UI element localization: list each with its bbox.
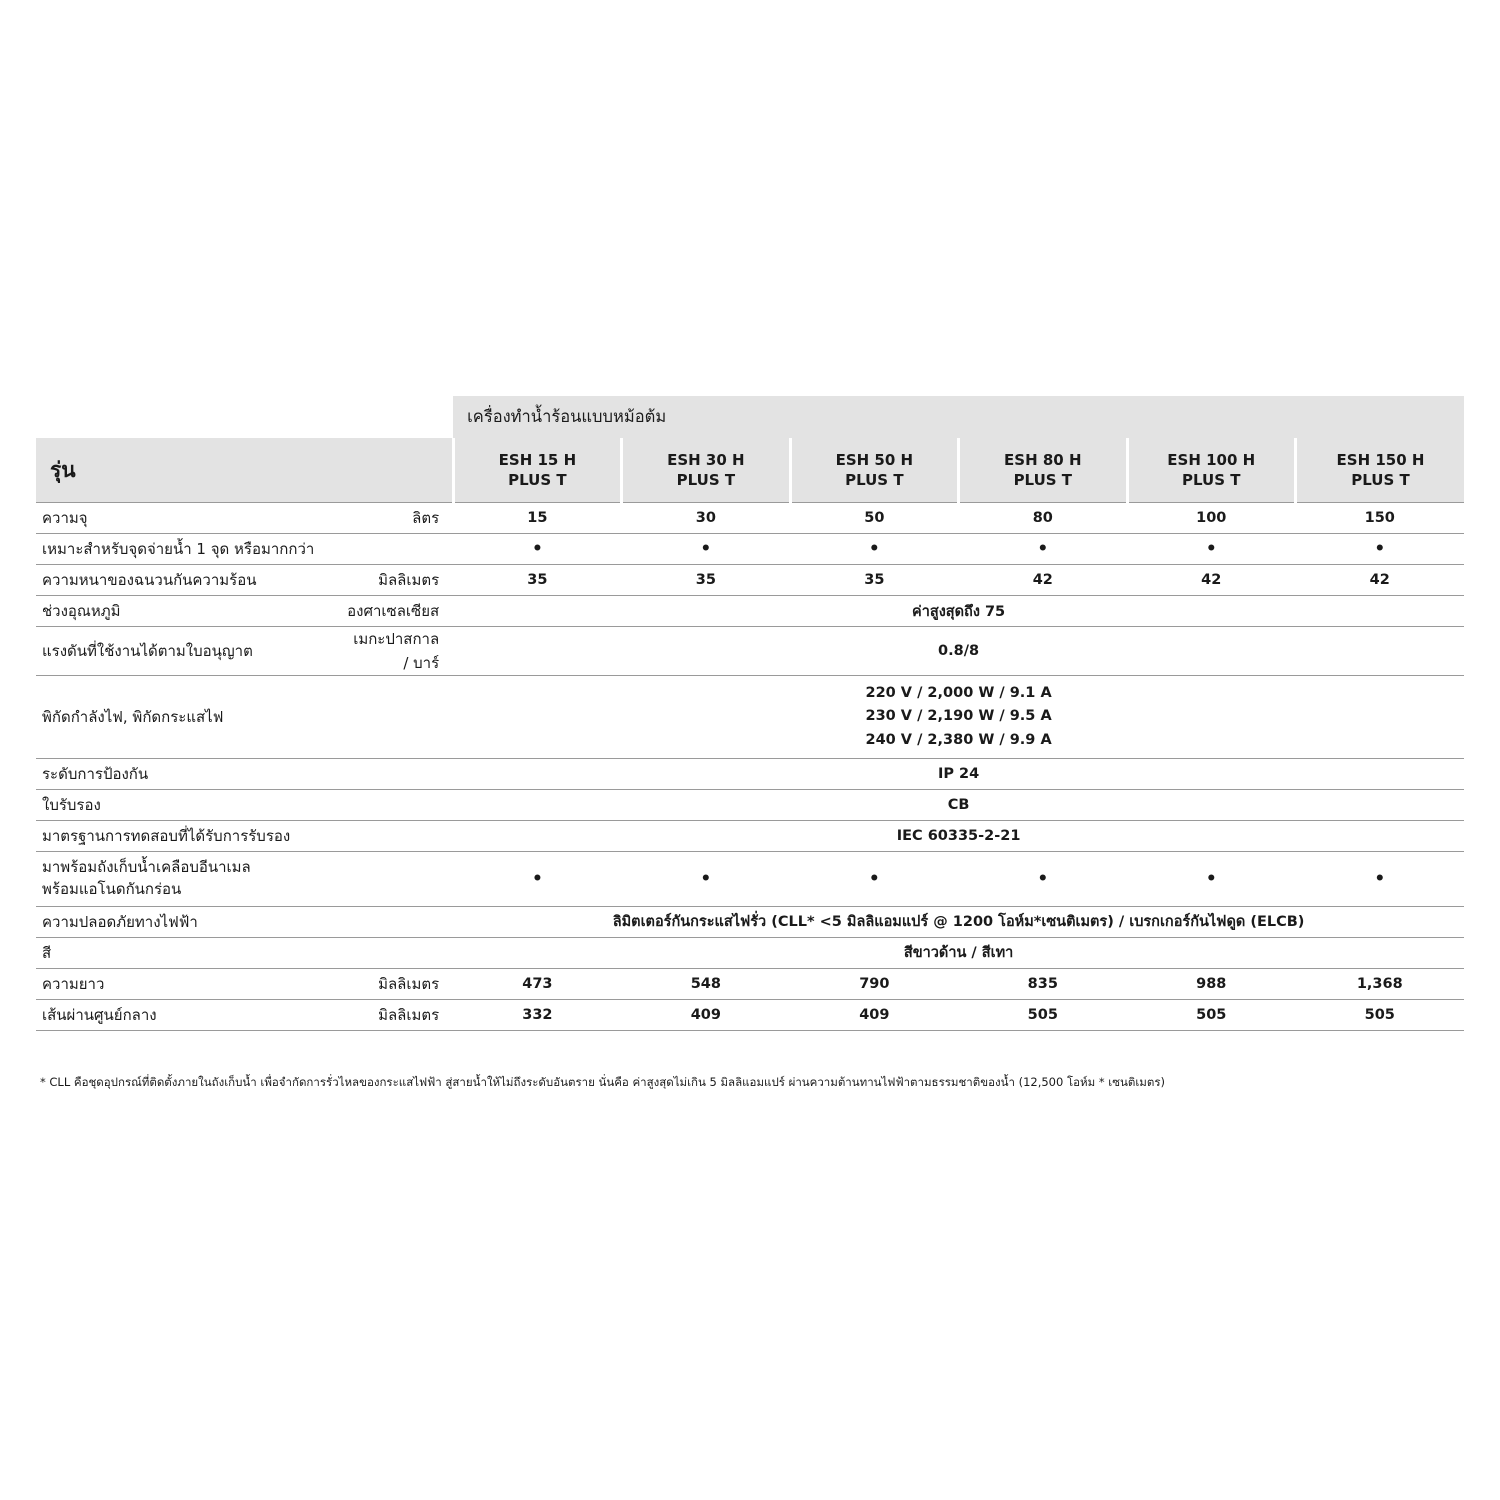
- row-value-cell: 409: [790, 999, 958, 1030]
- row-value-cell: 35: [453, 565, 621, 596]
- row-label: ช่วงอุณหภูมิ: [36, 596, 347, 627]
- text-line: ESH 50 H: [835, 450, 914, 469]
- specification-table: [36, 396, 1464, 1031]
- row-unit: [347, 534, 453, 565]
- row-span-value: ค่าสูงสุดถึง 75: [453, 596, 1464, 627]
- row-span-lines: [453, 676, 1464, 758]
- row-span-value: CB: [453, 790, 1464, 821]
- row-label: สี: [36, 937, 347, 968]
- row-unit: [347, 676, 453, 759]
- category-band-title: เครื่องทำน้ำร้อนแบบหม้อต้ม: [453, 396, 1464, 438]
- table-row: [36, 968, 1464, 999]
- text-line: ESH 30 H: [667, 450, 745, 469]
- row-value-cell: 42: [959, 565, 1127, 596]
- row-span-value: สีขาวด้าน / สีเทา: [453, 937, 1464, 968]
- model-name-1: [623, 450, 788, 491]
- text-line: PLUS T: [676, 471, 736, 489]
- row-unit: [347, 906, 453, 937]
- row-span-value: ลิมิตเตอร์กันกระแสไฟรั่ว (CLL* <5 มิลลิแอมแปร์ @ 1200 โอห์ม*เซนติเมตร) / เบรกเกอร์กันไฟดูด (ELCB): [453, 906, 1464, 937]
- table-body: [36, 396, 1464, 1030]
- row-unit: [347, 759, 453, 790]
- row-value-cell: 35: [622, 565, 790, 596]
- row-label: แรงดันที่ใช้งานได้ตามใบอนุญาต: [36, 627, 347, 676]
- model-name-5: [1297, 450, 1464, 491]
- text-line: PLUS T: [508, 471, 567, 489]
- table-row: [36, 906, 1464, 937]
- row-bullet-cell: •: [790, 534, 958, 565]
- row-unit: [347, 937, 453, 968]
- row-bullet-cell: •: [453, 852, 621, 907]
- row-value-cell: 80: [959, 503, 1127, 534]
- row-bullet-cell: •: [790, 852, 958, 907]
- row-bullet-cell: •: [622, 852, 790, 907]
- spec-sheet: [36, 396, 1464, 1031]
- row-value-cell: 473: [453, 968, 621, 999]
- row-label: ความหนาของฉนวนกันความร้อน: [36, 565, 347, 596]
- row-span-value: 0.8/8: [453, 627, 1464, 676]
- row-unit: ลิตร: [347, 503, 453, 534]
- text-line: PLUS T: [1013, 471, 1073, 489]
- model-header-esh-80: [959, 438, 1127, 503]
- row-value-cell: 42: [1296, 565, 1465, 596]
- model-name-2: [792, 450, 957, 491]
- row-bullet-cell: •: [1127, 534, 1295, 565]
- row-label: ใบรับรอง: [36, 790, 347, 821]
- table-row: [36, 627, 1464, 676]
- table-row: [36, 852, 1464, 907]
- row-unit: มิลลิเมตร: [347, 565, 453, 596]
- model-header-esh-30: [622, 438, 790, 503]
- model-name-3: [960, 450, 1125, 491]
- row-label: พิกัดกำลังไฟ, พิกัดกระแสไฟ: [36, 676, 347, 759]
- row-unit: [347, 790, 453, 821]
- row-value-cell: 15: [453, 503, 621, 534]
- row-bullet-cell: •: [453, 534, 621, 565]
- row-value-cell: 150: [1296, 503, 1465, 534]
- model-name-4: [1129, 450, 1294, 491]
- row-label-line: มาพร้อมถังเก็บน้ำเคลือบอีนาเมล: [42, 858, 251, 877]
- row-value-cell: 505: [1296, 999, 1465, 1030]
- row-bullet-cell: •: [959, 852, 1127, 907]
- footnote-text: * CLL คือชุดอุปกรณ์ที่ติดตั้งภายในถังเก็บน้ำ เพื่อจำกัดการรั่วไหลของกระแสไฟฟ้า สู่สายน้ำให้ไม่ถึงระดับอันตราย นั่นคือ ค่าสูงสุดไม่เกิน 5 มิลลิแอมแปร์ ผ่านความต้านทานไฟฟ้าตามธรรมชาติของน้ำ (12,500 โอห์ม * เซนติเมตร): [40, 1075, 1165, 1089]
- model-name-0: [455, 450, 620, 491]
- band-spacer: [36, 396, 453, 438]
- row-label: เส้นผ่านศูนย์กลาง: [36, 999, 347, 1030]
- model-header-esh-150: [1296, 438, 1465, 503]
- row-value-cell: 30: [622, 503, 790, 534]
- text-line: ESH 80 H: [1004, 450, 1082, 469]
- category-band-row: [36, 396, 1464, 438]
- row-bullet-cell: •: [959, 534, 1127, 565]
- row-value-cell: 35: [790, 565, 958, 596]
- row-unit: เมกะปาสกาล / บาร์: [347, 627, 453, 676]
- row-value-cell: 409: [622, 999, 790, 1030]
- text-line: PLUS T: [1351, 471, 1410, 489]
- row-span-value: IEC 60335-2-21: [453, 821, 1464, 852]
- table-row: [36, 676, 1464, 759]
- row-value-cell: 790: [790, 968, 958, 999]
- row-value-cell: 548: [622, 968, 790, 999]
- table-row: [36, 937, 1464, 968]
- row-unit: [347, 821, 453, 852]
- row-unit: มิลลิเมตร: [347, 999, 453, 1030]
- table-row: [36, 534, 1464, 565]
- row-bullet-cell: •: [1296, 852, 1465, 907]
- row-value-cell: 1,368: [1296, 968, 1465, 999]
- row-label: ความยาว: [36, 968, 347, 999]
- text-line: PLUS T: [845, 471, 904, 489]
- row-value-cell: 505: [959, 999, 1127, 1030]
- table-row: [36, 790, 1464, 821]
- row-value-cell: 42: [1127, 565, 1295, 596]
- row-span-line: 240 V / 2,380 W / 9.9 A: [865, 731, 1052, 748]
- row-value-cell: 100: [1127, 503, 1295, 534]
- text-line: ESH 150 H: [1336, 450, 1425, 469]
- row-label: มาตรฐานการทดสอบที่ได้รับการรับรอง: [36, 821, 347, 852]
- model-header-row: [36, 438, 1464, 503]
- row-span-multiline-value: [453, 676, 1464, 759]
- row-bullet-cell: •: [1127, 852, 1295, 907]
- row-unit: [347, 852, 453, 907]
- model-header-esh-15: [453, 438, 621, 503]
- row-unit: องศาเซลเซียส: [347, 596, 453, 627]
- table-row: [36, 821, 1464, 852]
- model-header-label: รุ่น: [36, 438, 347, 503]
- row-value-cell: 988: [1127, 968, 1295, 999]
- table-row: [36, 565, 1464, 596]
- row-span-value: IP 24: [453, 759, 1464, 790]
- text-line: PLUS T: [1182, 471, 1241, 489]
- row-value-cell: 50: [790, 503, 958, 534]
- model-header-unit-spacer: [347, 438, 453, 503]
- row-span-line: 230 V / 2,190 W / 9.5 A: [865, 708, 1052, 725]
- row-label: ความปลอดภัยทางไฟฟ้า: [36, 906, 347, 937]
- row-label-line: พร้อมแอโนดกันกร่อน: [42, 880, 182, 899]
- row-value-cell: 505: [1127, 999, 1295, 1030]
- row-label: ระดับการป้องกัน: [36, 759, 347, 790]
- table-row: [36, 503, 1464, 534]
- row-bullet-cell: •: [622, 534, 790, 565]
- row-label: ความจุ: [36, 503, 347, 534]
- row-label-lines: [42, 852, 347, 906]
- model-header-esh-50: [790, 438, 958, 503]
- text-line: ESH 100 H: [1167, 450, 1256, 469]
- text-line: ESH 15 H: [498, 450, 577, 469]
- row-label: เหมาะสำหรับจุดจ่ายน้ำ 1 จุด หรือมากกว่า: [36, 534, 347, 565]
- row-value-cell: 332: [453, 999, 621, 1030]
- model-header-esh-100: [1127, 438, 1295, 503]
- row-value-cell: 835: [959, 968, 1127, 999]
- row-span-line: 220 V / 2,000 W / 9.1 A: [865, 685, 1052, 701]
- row-bullet-cell: •: [1296, 534, 1465, 565]
- table-row: [36, 999, 1464, 1030]
- table-row: [36, 596, 1464, 627]
- row-label: [36, 852, 347, 907]
- row-unit: มิลลิเมตร: [347, 968, 453, 999]
- table-row: [36, 759, 1464, 790]
